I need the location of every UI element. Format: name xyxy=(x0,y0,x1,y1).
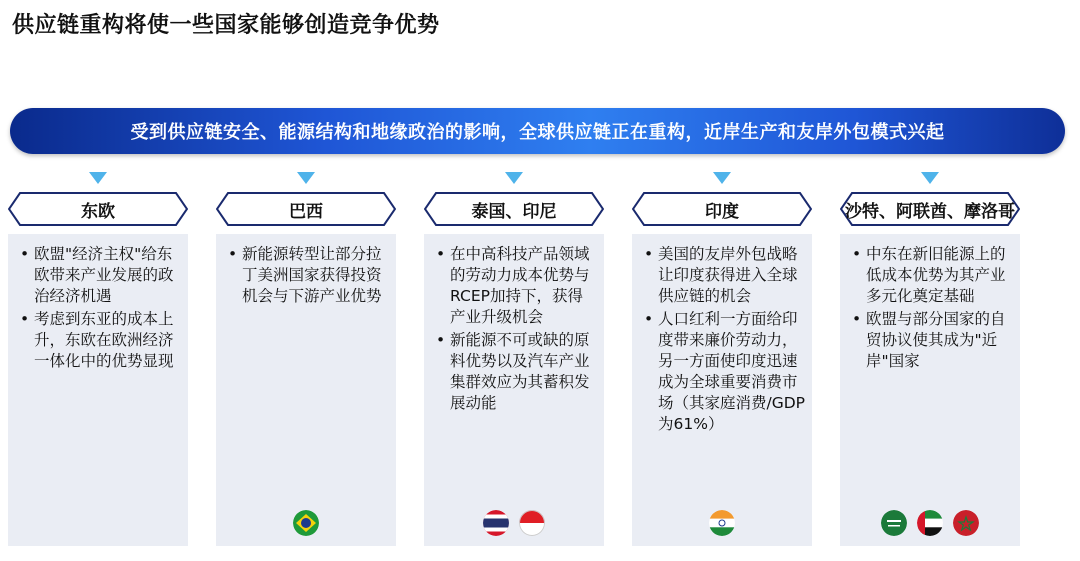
bullet-item: • 中东在新旧能源上的低成本优势为其产业多元化奠定基础 xyxy=(852,244,1014,307)
flag-row xyxy=(840,510,1020,536)
region-card xyxy=(632,234,812,546)
page-title: 供应链重构将使一些国家能够创造竞争优势 xyxy=(12,13,440,38)
region-card xyxy=(424,234,604,546)
banner-text: 受到供应链安全、能源结构和地缘政治的影响，全球供应链正在重构，近岸生产和友岸外包模式兴起 xyxy=(130,122,945,143)
bullet-item: • 欧盟"经济主权"给东欧带来产业发展的政治经济机遇 xyxy=(20,244,182,307)
flag-row xyxy=(632,510,812,536)
down-arrow-icon xyxy=(921,168,939,186)
saudi-arabia-flag-icon xyxy=(881,510,907,536)
region-card xyxy=(8,234,188,546)
bullet-item: • 新能源不可或缺的原料优势以及汽车产业集群效应为其蓄积发展动能 xyxy=(436,330,598,414)
bullet-item: • 在中高科技产品领域的劳动力成本优势与RCEP加持下，获得产业升级机会 xyxy=(436,244,598,328)
down-arrow-icon xyxy=(297,168,315,186)
region-card xyxy=(216,234,396,546)
india-flag-icon xyxy=(709,510,735,536)
region-card xyxy=(840,234,1020,546)
down-arrow-icon xyxy=(89,168,107,186)
uae-flag-icon xyxy=(917,510,943,536)
bullet-item: • 美国的友岸外包战略让印度获得进入全球供应链的机会 xyxy=(644,244,806,307)
thailand-flag-icon xyxy=(483,510,509,536)
bullet-item: • 新能源转型让部分拉丁美洲国家获得投资机会与下游产业优势 xyxy=(228,244,390,307)
morocco-flag-icon xyxy=(953,510,979,536)
region-label: 巴西 xyxy=(289,201,323,222)
indonesia-flag-icon xyxy=(519,510,545,536)
bullet-item: • 人口红利一方面给印度带来廉价劳动力，另一方面使印度迅速成为全球重要消费市场（其家庭消费/GDP为61%） xyxy=(644,309,806,435)
region-label: 印度 xyxy=(705,201,739,222)
brazil-flag-icon xyxy=(293,510,319,536)
region-label: 东欧 xyxy=(81,201,115,222)
bullet-item: • 欧盟与部分国家的自贸协议使其成为"近岸"国家 xyxy=(852,309,1014,372)
down-arrow-icon xyxy=(713,168,731,186)
bullet-item: • 考虑到东亚的成本上升，东欧在欧洲经济一体化中的优势显现 xyxy=(20,309,182,372)
region-label: 泰国、印尼 xyxy=(471,201,557,222)
flag-row xyxy=(216,510,396,536)
region-label: 沙特、阿联酋、摩洛哥 xyxy=(845,201,1015,222)
down-arrow-icon xyxy=(505,168,523,186)
flag-row xyxy=(424,510,604,536)
headline-banner xyxy=(10,108,1065,154)
